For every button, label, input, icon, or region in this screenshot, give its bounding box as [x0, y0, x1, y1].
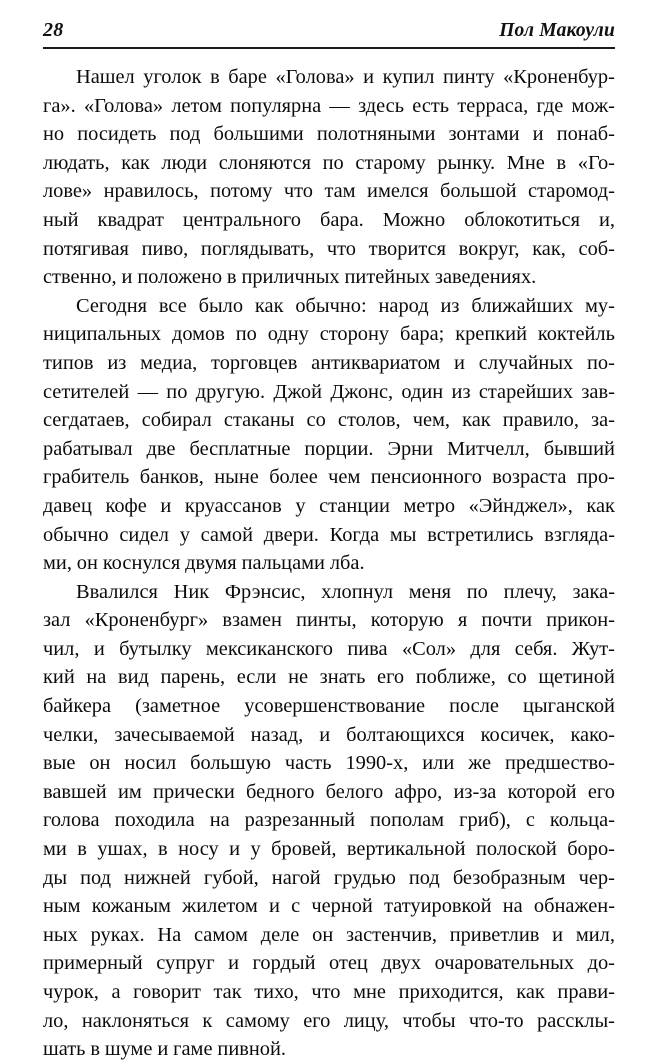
text-line: грабитель банков, ныне более чем пенсионного возраста про-: [43, 466, 615, 489]
text-line: лове» нравилось, потому что там имелся большой старомод-: [43, 180, 615, 203]
text-line: давец кофе и круассанов у станции метро «Эйнджел», как: [43, 494, 615, 517]
running-head-author: Пол Макоули: [499, 20, 615, 41]
text-line: чил, и бутылку мексиканского пива «Сол» для себя. Жут-: [43, 637, 615, 660]
text-line: вавшей им прически бедного белого афро, из-за которой его: [43, 780, 615, 803]
text-line: ми, он коснулся двумя пальцами лба.: [43, 552, 365, 575]
header-divider: [43, 47, 615, 49]
running-head: [43, 18, 615, 43]
text-line: ло, наклоняться к самому его лицу, чтобы что-то рассклы-: [43, 1009, 615, 1032]
text-line: примерный супруг и гордый отец двух очаровательных до-: [43, 952, 615, 975]
page-number: 28: [43, 19, 64, 41]
paragraph: [43, 578, 615, 1064]
text-line: сетителей — по другую. Джой Джонс, один из старейших зав-: [43, 380, 615, 403]
paragraph: [43, 63, 615, 292]
text-line: байкера (заметное усовершенствование после цыганской: [43, 695, 615, 718]
text-line: людать, как люди слоняются по старому рынку. Мне в «Го-: [43, 151, 615, 174]
text-line: потягивая пиво, поглядывать, что творится вокруг, как, соб-: [43, 237, 615, 260]
text-line: ми в ушах, в носу и у бровей, вертикальной полоской боро-: [43, 838, 615, 861]
text-line: кий на вид парень, если не знать его поближе, со щетиной: [43, 666, 615, 689]
text-line: типов из медиа, торговцев антиквариатом и случайных по-: [43, 351, 615, 374]
text-line: шать в шуме и гаме пивной.: [43, 1038, 286, 1061]
text-line: ным кожаным жилетом и с черной татуировкой на обнажен-: [43, 895, 615, 918]
text-line: чурок, а говорит так тихо, что мне приходится, как прави-: [43, 981, 615, 1003]
text-line: рабатывал две бесплатные порции. Эрни Митчелл, бывший: [43, 437, 615, 460]
text-line: Нашел уголок в баре «Голова» и купил пинту «Кроненбур-: [76, 66, 615, 88]
text-line: ных руках. На самом деле он застенчив, приветлив и мил,: [43, 923, 615, 946]
text-line: но посидеть под большими полотняными зонтами и понаб-: [43, 123, 615, 146]
text-line: ниципальных домов по одну сторону бара; крепкий коктейль: [43, 323, 615, 346]
text-line: челки, зачесываемой назад, и болтающихся косичек, како-: [43, 723, 615, 746]
text-line: голова походила на разрезанный пополам гриб), с кольца-: [43, 809, 615, 832]
text-line: га». «Голова» летом популярна — здесь есть терраса, где мож-: [43, 94, 615, 117]
text-line: ственно, и положено в приличных питейных заведениях.: [43, 266, 537, 289]
text-line: обычно сидел у самой двери. Когда мы встретились взгляда-: [43, 523, 615, 546]
text-line: зал «Кроненбург» взамен пинты, которую я почти прикон-: [43, 609, 615, 632]
paragraph: [43, 292, 615, 578]
body-text-block: [43, 63, 615, 1064]
text-line: Ввалился Ник Фрэнсис, хлопнул меня по плечу, зака-: [76, 580, 615, 603]
text-line: вые он носил большую часть 1990-х, или же предшество-: [43, 752, 615, 775]
text-line: ды под нижней губой, нагой грудью под безобразным чер-: [43, 866, 615, 889]
text-line: Сегодня все было как обычно: народ из ближайших му-: [76, 294, 615, 317]
text-line: сегдатаев, собирал стаканы со столов, чем, как правило, за-: [43, 409, 615, 432]
text-line: ный квадрат центрального бара. Можно облокотиться и,: [43, 208, 615, 231]
